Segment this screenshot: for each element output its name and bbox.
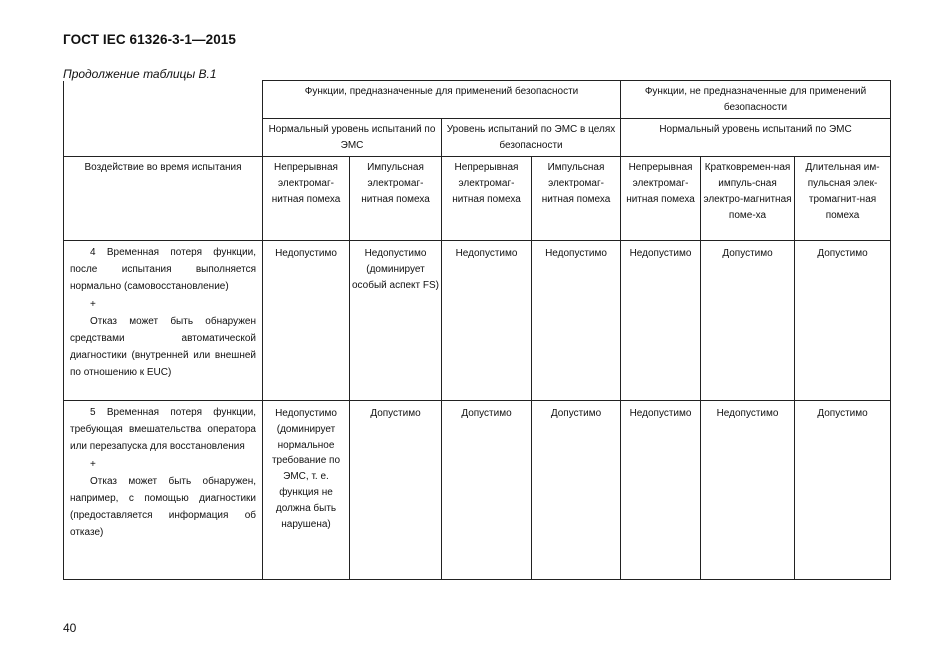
table-cell: Допустимо xyxy=(350,401,442,580)
page-number: 40 xyxy=(63,621,77,635)
header-row-groups xyxy=(64,81,891,119)
column-header: Импульсная электромаг-нитная помеха xyxy=(532,157,621,241)
impact-diagnosis: Отказ может быть обнаружен средствами автоматической диагностики (внутренней или внешней по отношению к EUC) xyxy=(70,315,256,379)
table-cell: Недопустимо xyxy=(532,241,621,401)
header-row-columns xyxy=(64,157,891,241)
impact-plus: + xyxy=(90,458,96,470)
requirements-table xyxy=(63,80,891,580)
header-group-nonsafety: Функции, не предназначенные для применений безопасности xyxy=(621,81,891,119)
header-impact-label: Воздействие во время испытания xyxy=(64,157,263,241)
table-cell: Допустимо xyxy=(795,401,891,580)
header-blank-cell xyxy=(64,81,263,157)
table-cell: Допустимо xyxy=(532,401,621,580)
table-cell: Допустимо xyxy=(701,241,795,401)
impact-cell xyxy=(64,401,263,580)
standard-header: ГОСТ IEC 61326-3-1—2015 xyxy=(63,32,237,47)
impact-description: 5 Временная потеря функции, требующая вмешательства оператора или перезапуска для восстановления xyxy=(70,407,256,453)
table-row xyxy=(64,241,891,401)
table-cell: Недопустимо xyxy=(621,401,701,580)
column-header: Непрерывная электромаг-нитная помеха xyxy=(442,157,532,241)
header-group-safety: Функции, предназначенные для применений безопасности xyxy=(263,81,621,119)
table-cell: Недопустимо xyxy=(701,401,795,580)
impact-plus: + xyxy=(90,298,96,310)
column-header: Непрерывная электромаг-нитная помеха xyxy=(621,157,701,241)
header-level-safety-target: Уровень испытаний по ЭМС в целях безопасности xyxy=(442,119,621,157)
table-cell: Недопустимо (доминирует нормальное требование по ЭМС, т. е. функция не должна быть нарушена) xyxy=(263,401,350,580)
header-level-normal-safety: Нормальный уровень испытаний по ЭМС xyxy=(263,119,442,157)
table-cell: Недопустимо xyxy=(621,241,701,401)
impact-description: 4 Временная потеря функции, после испытания выполняется нормально (самовосстановление) xyxy=(70,247,256,293)
table-row xyxy=(64,401,891,580)
impact-diagnosis: Отказ может быть обнаружен, например, с помощью диагностики (предоставляется информация об отказе) xyxy=(70,475,256,539)
table-caption: Продолжение таблицы В.1 xyxy=(63,67,217,81)
table-cell: Недопустимо xyxy=(442,241,532,401)
table-cell: Допустимо xyxy=(442,401,532,580)
column-header: Длительная им-пульсная элек-тромагнит-ная помеха xyxy=(795,157,891,241)
table-cell: Недопустимо (доминирует особый аспект FS) xyxy=(350,241,442,401)
table-cell: Недопустимо xyxy=(263,241,350,401)
column-header: Непрерывная электромаг-нитная помеха xyxy=(263,157,350,241)
header-level-normal-nonsafety: Нормальный уровень испытаний по ЭМС xyxy=(621,119,891,157)
column-header: Кратковремен-ная импуль-сная электро-магнитная поме-ха xyxy=(701,157,795,241)
column-header: Импульсная электромаг-нитная помеха xyxy=(350,157,442,241)
table-cell: Допустимо xyxy=(795,241,891,401)
impact-cell xyxy=(64,241,263,401)
